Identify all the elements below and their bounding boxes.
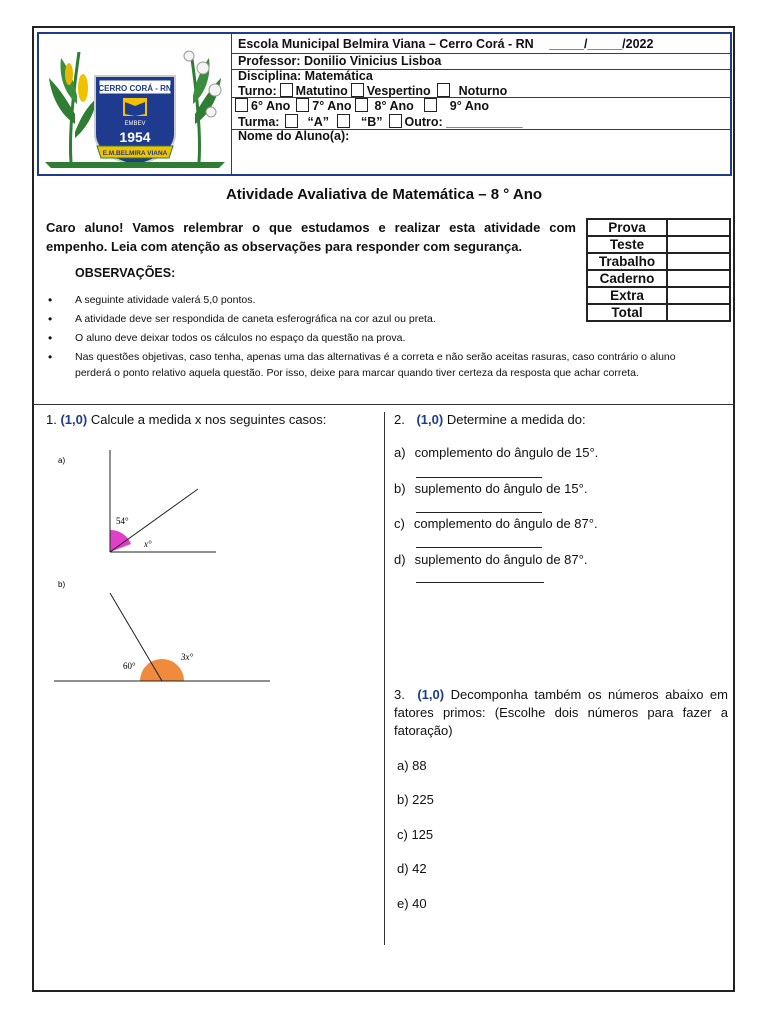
observations-list [46,292,686,384]
grade-value-cell[interactable] [667,236,730,253]
student-name-field[interactable]: Nome do Aluno(a): [238,129,350,143]
grade-option-0: 6° Ano [251,99,291,113]
table-row [587,270,730,287]
table-row [587,236,730,253]
fig-b-angle1-label: 60° [123,661,136,671]
table-row [587,253,730,270]
q2-item-c [394,516,598,531]
grade-label: Caderno [587,270,667,287]
q2-item-text: suplemento do ângulo de 87°. [414,552,588,567]
q1-points: (1,0) [60,412,88,427]
q2-heading [394,412,586,427]
header-info [232,34,730,174]
intro-text: Caro aluno! Vamos relembrar o que estudamos e realizar esta atividade com empenho. Leia com atenção as observações para responder com segurança. [46,220,576,254]
class-label: Turma: [238,115,280,129]
grade-label: Trabalho [587,253,667,270]
q2-points: (1,0) [416,412,444,427]
q2-item-b [394,481,587,496]
grade-checkbox-0[interactable] [235,98,248,112]
cotton-plant-icon [184,51,221,162]
q1-number: 1. [46,412,57,427]
grade-label: Total [587,304,667,321]
logo-top-text: CERRO CORÁ - RN [98,84,172,93]
shift-checkbox-2[interactable] [437,83,450,97]
grade-checkbox-1[interactable] [296,98,309,112]
answer-line[interactable] [416,477,542,478]
class-option-1: “B” [360,115,383,129]
list-item: • O aluno deve deixar todos os cálculos no espaço da questão na prova. [46,330,686,346]
list-item: • A seguinte atividade valerá 5,0 pontos. [46,292,686,308]
q2-item-label: c) [394,516,405,531]
grade-checkbox-3[interactable] [424,98,437,112]
q2-item-label: b) [394,481,406,496]
shift-line [238,83,507,98]
q2-text: Determine a medida do: [446,412,586,427]
teacher-line: Professor: Donilio Vinicius Lisboa [238,54,442,68]
observations-title: OBSERVAÇÕES: [75,266,176,280]
column-divider [384,412,385,945]
grade-option-2: 8° Ano [374,99,414,113]
table-row [587,219,730,236]
shift-option-0: Matutino [295,84,348,98]
fig-a-angle-arc [110,530,131,552]
q1-heading [46,412,326,427]
corn-plant-icon [49,52,97,162]
grade-option-1: 7° Ano [312,99,352,113]
date-field[interactable]: _____/_____/2022 [549,37,654,51]
grade-checkbox-2[interactable] [355,98,368,112]
answer-line[interactable] [416,547,542,548]
q3-heading [394,686,728,740]
fig-a-angle1-label: 54° [116,516,129,526]
q2-item-label: d) [394,552,406,567]
class-checkbox-2[interactable] [389,114,402,128]
shift-option-1: Vespertino [366,84,431,98]
class-line [238,114,523,129]
q3-number: 3. [394,687,405,702]
q2-item-text: suplemento do ângulo de 15°. [414,481,588,496]
section-divider [33,404,734,405]
subject-line: Disciplina: Matemática [238,69,373,83]
grade-line [235,98,489,113]
shift-label: Turno: [238,84,277,98]
fig-a-label: a) [58,456,66,465]
answer-line[interactable] [416,582,544,583]
grade-value-cell[interactable] [667,270,730,287]
fig-a-angle2-label: x° [144,539,152,549]
class-checkbox-1[interactable] [337,114,350,128]
school-name: Escola Municipal Belmira Viana – Cerro Corá - RN [238,37,534,51]
shift-checkbox-1[interactable] [351,83,364,97]
q2-item-text: complemento do ângulo de 87°. [413,516,598,531]
class-checkbox-0[interactable] [285,114,298,128]
q2-item-text: complemento do ângulo de 15°. [414,445,599,460]
grade-value-cell[interactable] [667,219,730,236]
logo-emblem [39,34,231,174]
q2-item-a [394,445,598,460]
q3-item: d) 42 [397,861,427,876]
q3-item: b) 225 [397,792,434,807]
fig-b-angle2-label: 3x° [181,652,194,662]
shift-option-2: Noturno [458,84,508,98]
q3-text: Decomponha também os números abaixo em fatores primos: (Escolhe dois números para fazer a fatoração) [394,687,728,738]
grade-label: Prova [587,219,667,236]
q1-figures [40,445,280,695]
logo-banner: E.M.BELMIRA VIANA [102,150,168,157]
q3-item: e) 40 [397,896,427,911]
school-line [238,37,653,51]
grade-label: Extra [587,287,667,304]
fig-b-label: b) [58,580,66,589]
class-option-0: “A” [307,115,329,129]
q3-points: (1,0) [417,687,445,702]
list-item: • Nas questões objetivas, caso tenha, apenas uma das alternativas é a correta e não serão aceitas rasuras, caso contrário o aluno perderá o ponto relativo aquela questão. Por isso, deixe para marcar quando tiver certeza da resposta que achar correta. [46,349,686,381]
fig-b-angle-arc [140,659,184,681]
q2-item-d [394,552,587,567]
q2-number: 2. [394,412,405,427]
logo-badge: EMBEV [124,121,146,127]
school-logo [39,34,232,174]
q2-item-label: a) [394,445,406,460]
shift-checkbox-0[interactable] [280,83,293,97]
q3-item: c) 125 [397,827,434,842]
class-option-2[interactable]: Outro: ___________ [404,115,523,129]
grade-option-3: 9° Ano [449,99,490,113]
logo-year: 1954 [119,129,151,145]
page-title: Atividade Avaliativa de Matemática – 8 ° Ano [225,186,543,203]
q3-item: a) 88 [397,758,427,773]
grade-value-cell[interactable] [667,253,730,270]
q1-text: Calcule a medida x nos seguintes casos: [90,412,327,427]
list-item: • A atividade deve ser respondida de caneta esferográfica na cor azul ou preta. [46,311,686,327]
grade-label: Teste [587,236,667,253]
answer-line[interactable] [416,512,542,513]
